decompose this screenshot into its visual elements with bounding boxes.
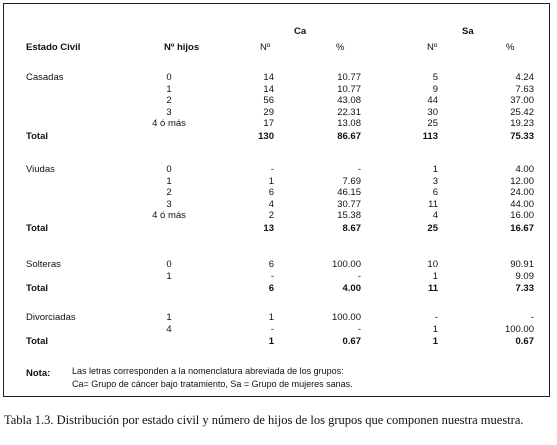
total-ca-count: 1 xyxy=(268,336,274,347)
table-caption: Tabla 1.3. Distribución por estado civil y número de hijos de los grupos que componen nuestra muestra. xyxy=(4,413,524,427)
total-sa-percent: 75.33 xyxy=(510,130,534,142)
column-header-estado-civil: Estado Civil xyxy=(26,42,81,53)
total-label: Total xyxy=(26,222,48,234)
ca-count-cell: 14 xyxy=(263,83,274,95)
sa-count-cell: 1 xyxy=(432,164,438,175)
sa-percent-cell: 19.23 xyxy=(510,118,534,129)
hijos-cell: 0 xyxy=(166,72,172,83)
sa-percent-cell: 4.00 xyxy=(515,164,534,175)
section-label: Divorciadas xyxy=(26,312,76,323)
sa-count-cell: - xyxy=(434,312,438,323)
ca-count-cell: 6 xyxy=(268,259,274,270)
total-sa-count: 11 xyxy=(427,283,438,294)
ca-count-cell: 4 xyxy=(268,198,274,210)
sa-percent-cell: 4.24 xyxy=(515,72,534,83)
sa-count-cell: 30 xyxy=(427,106,438,118)
hijos-cell: 2 xyxy=(166,187,172,198)
group-header-sa: Sa xyxy=(462,26,474,37)
hijos-cell: 4 xyxy=(166,323,172,335)
hijos-cell: 0 xyxy=(166,164,172,175)
sa-percent-cell: 9.09 xyxy=(515,270,534,282)
ca-percent-cell: 43.08 xyxy=(337,95,361,106)
section-label: Casadas xyxy=(26,72,64,83)
ca-percent-cell: 10.77 xyxy=(337,72,361,83)
ca-percent-cell: 10.77 xyxy=(337,83,361,95)
ca-percent-cell: 22.31 xyxy=(337,106,361,118)
hijos-cell: 4 ó más xyxy=(152,210,186,221)
sa-percent-cell: 16.00 xyxy=(510,210,534,221)
hijos-cell: 1 xyxy=(166,175,172,187)
ca-percent-cell: - xyxy=(357,164,361,175)
sa-percent-cell: 24.00 xyxy=(510,187,534,198)
hijos-cell: 1 xyxy=(166,83,172,95)
total-ca-count: 6 xyxy=(268,283,274,294)
column-header-sa-pct: % xyxy=(506,42,515,53)
ca-percent-cell: - xyxy=(357,270,361,282)
ca-percent-cell: 30.77 xyxy=(337,198,361,210)
sa-count-cell: 44 xyxy=(427,95,438,106)
ca-percent-cell: 100.00 xyxy=(331,259,361,270)
section-label: Viudas xyxy=(26,164,55,175)
sa-percent-cell: 12.00 xyxy=(510,175,534,187)
hijos-cell: 1 xyxy=(166,312,172,323)
total-ca-percent: 8.67 xyxy=(342,222,361,234)
ca-percent-cell: - xyxy=(357,323,361,335)
total-sa-count: 1 xyxy=(432,336,438,347)
table-frame xyxy=(3,3,550,397)
ca-count-cell: - xyxy=(270,323,274,335)
column-header-ca-n: Nº xyxy=(260,42,271,53)
note-label: Nota: xyxy=(26,368,51,379)
sa-count-cell: 5 xyxy=(432,72,438,83)
column-header-ca-pct: % xyxy=(336,42,345,53)
total-sa-count: 25 xyxy=(427,222,438,234)
ca-count-cell: 56 xyxy=(263,95,274,106)
total-sa-percent: 7.33 xyxy=(515,283,534,294)
total-ca-percent: 4.00 xyxy=(342,283,361,294)
sa-percent-cell: 7.63 xyxy=(515,83,534,95)
group-header-ca: Ca xyxy=(294,26,307,37)
ca-count-cell: 1 xyxy=(268,312,274,323)
sa-percent-cell: 44.00 xyxy=(510,198,534,210)
column-header-sa-n: Nº xyxy=(427,42,438,53)
ca-percent-cell: 46.15 xyxy=(337,187,361,198)
hijos-cell: 2 xyxy=(166,95,172,106)
sa-percent-cell: 37.00 xyxy=(510,95,534,106)
ca-percent-cell: 7.69 xyxy=(342,175,361,187)
sa-count-cell: 25 xyxy=(427,118,438,129)
total-sa-count: 113 xyxy=(422,130,438,142)
ca-percent-cell: 15.38 xyxy=(337,210,361,221)
sa-percent-cell: 90.91 xyxy=(510,259,534,270)
ca-count-cell: 6 xyxy=(268,187,274,198)
ca-count-cell: - xyxy=(270,164,274,175)
hijos-cell: 4 ó más xyxy=(152,118,186,129)
total-ca-percent: 86.67 xyxy=(337,130,361,142)
note-line-2: Ca= Grupo de cáncer bajo tratamiento, Sa = Grupo de mujeres sanas. xyxy=(72,379,353,389)
ca-count-cell: 29 xyxy=(263,106,274,118)
section-label: Solteras xyxy=(26,259,61,270)
total-ca-percent: 0.67 xyxy=(342,336,361,347)
ca-count-cell: 14 xyxy=(263,72,274,83)
note-line-1: Las letras corresponden a la nomenclatura abreviada de los grupos: xyxy=(72,366,344,376)
total-label: Total xyxy=(26,130,48,142)
sa-count-cell: 6 xyxy=(432,187,438,198)
sa-count-cell: 11 xyxy=(428,198,438,210)
sa-percent-cell: 100.00 xyxy=(504,323,534,335)
total-ca-count: 13 xyxy=(263,222,274,234)
total-sa-percent: 0.67 xyxy=(515,336,534,347)
sa-count-cell: 10 xyxy=(427,259,438,270)
ca-percent-cell: 13.08 xyxy=(337,118,361,129)
sa-count-cell: 9 xyxy=(432,83,438,95)
sa-count-cell: 3 xyxy=(432,175,438,187)
ca-count-cell: 17 xyxy=(263,118,274,129)
ca-percent-cell: 100.00 xyxy=(331,312,361,323)
hijos-cell: 3 xyxy=(166,198,172,210)
ca-count-cell: 1 xyxy=(268,175,274,187)
sa-count-cell: 1 xyxy=(432,270,438,282)
sa-percent-cell: 25.42 xyxy=(510,106,534,118)
total-sa-percent: 16.67 xyxy=(510,222,534,234)
sa-count-cell: 4 xyxy=(432,210,438,221)
ca-count-cell: 2 xyxy=(268,210,274,221)
ca-count-cell: - xyxy=(270,270,274,282)
hijos-cell: 0 xyxy=(166,259,172,270)
hijos-cell: 1 xyxy=(166,270,172,282)
sa-percent-cell: - xyxy=(530,312,534,323)
column-header-hijos: Nº hijos xyxy=(164,42,200,53)
total-label: Total xyxy=(26,283,48,294)
total-ca-count: 130 xyxy=(258,130,274,142)
sa-count-cell: 1 xyxy=(432,323,438,335)
hijos-cell: 3 xyxy=(166,106,172,118)
total-label: Total xyxy=(26,336,48,347)
